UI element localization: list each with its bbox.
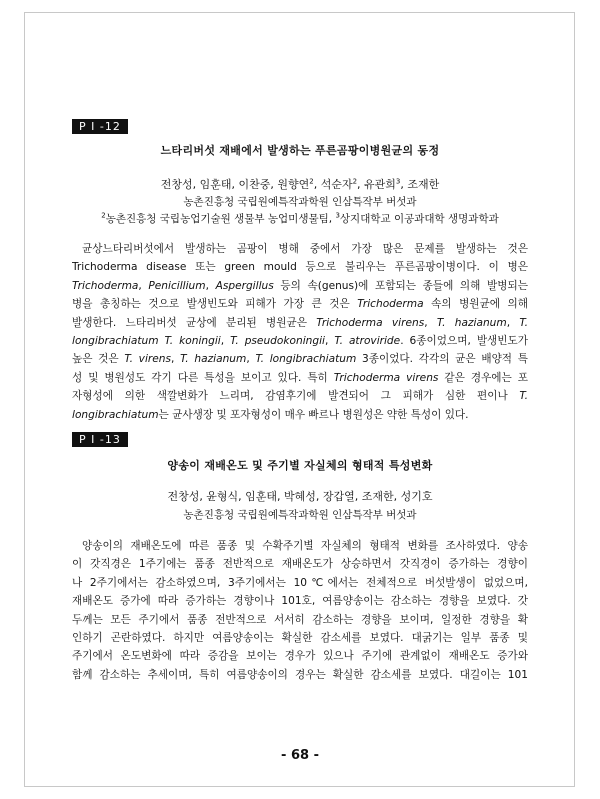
abstract-line: longibrachiatum는 균사생장 및 포자형성이 매우 빠르나 병원성은 약한 특성이 있다. [72, 408, 469, 421]
abstract-body-pi12 [72, 240, 528, 424]
abstract-line: Trichoderma, Penicillium, Aspergillus 등의 속(genus)에 포함되는 종들에 의해 발병되는 [72, 279, 528, 292]
abstract-line: 이 갓직경은 1주기에는 품종 전반적으로 재배온도가 상승하면서 갓직경이 증가하는 경향이 [72, 558, 528, 571]
abstract-tag-pi13: P I -13 [72, 432, 128, 447]
page-number: - 68 - [281, 748, 319, 763]
abstract-line: 발생한다. 느타리버섯 균상에 분리된 병원균은 Trichoderma virens, T. hazianum, T. [72, 316, 528, 329]
abstract-line: 두께는 모든 주기에서 품종 전반적으로 서서히 감소하는 경향을 보이며, 일정한 경향을 확 [72, 613, 528, 626]
abstract-line: 재배온도 증가에 따라 증가하는 경향이나 101호, 여름양송이는 감소하는 경향을 보였다. 갓 [72, 595, 528, 608]
abstract-line: 병을 총칭하는 것으로 발생빈도와 피해가 가장 큰 것은 Trichoderma 속의 병원균에 의해 [72, 298, 528, 311]
abstract-line: 자형성에 의한 색깔변화가 느리며, 감염후기에 발견되어 그 피해가 심한 편이나 T. [72, 390, 528, 403]
affiliation-pi13-1: 농촌진흥청 국립원예특작과학원 인삼특작부 버섯과 [183, 509, 417, 521]
abstract-line: 함께 감소하는 추세이며, 특히 여름양송이의 경우는 확실한 감소세를 보였다. 대길이는 101 [72, 668, 528, 681]
abstract-title-pi12: 느타리버섯 재배에서 발생하는 푸른곰팡이병원균의 동정 [160, 144, 440, 157]
abstract-line: longibrachiatum T. koningii, T. pseudokoningii, T. atroviride. 6종이었으며, 발생빈도가 [72, 335, 528, 348]
abstract-line: 주기에서 온도변화에 따라 증감을 보이는 경우가 있으나 주기에 관계없이 재배온도 증가와 [72, 650, 528, 663]
authors-pi12: 전창성, 임훈태, 이찬중, 원향연$^2$, 석순자$^2$, 유관희$^3$, 조재한 [160, 177, 440, 191]
abstract-line: 나 2주기에서는 감소하였으며, 3주기에서는 10℃에서는 전체적으로 버섯발생이 없었으며, [72, 576, 528, 589]
abstract-title-pi13: 양송이 재배온도 및 주기별 자실체의 형태적 특성변화 [167, 459, 433, 472]
abstract-line: Trichoderma disease 또는 green mould 등으로 불리우는 푸른곰팡이병이다. 이 병은 [72, 261, 528, 274]
abstract-line: 인하기 곤란하였다. 하지만 여름양송이는 확실한 감소세를 보였다. 대굵기는 일부 품종 및 [72, 632, 528, 645]
abstract-line: 성 및 병원성도 각기 다른 특성을 보이고 있다. 특히 Trichoderma virens 같은 경우에는 포 [72, 371, 528, 384]
abstract-line: 높은 것은 T. virens, T. hazianum, T. longibrachiatum 3종이었다. 각각의 균은 배양적 특 [72, 353, 528, 366]
affiliation-pi12-2: $^2$농촌진흥청 국립농업기술원 생물부 농업미생물팀, $^3$상지대학교 이공과대학 생명과학과 [101, 211, 499, 225]
abstract-body-pi13 [72, 537, 528, 684]
abstract-line: 양송이의 재배온도에 따른 품종 및 수확주기별 자실체의 형태적 변화를 조사하였다. 양송 [82, 540, 528, 552]
authors-pi13: 전창성, 윤형식, 임훈태, 박혜성, 장갑열, 조재한, 성기호 [167, 490, 433, 503]
affiliation-pi12-1: 농촌진흥청 국립원예특작과학원 인삼특작부 버섯과 [183, 196, 417, 208]
abstract-tag-pi12: P I -12 [72, 119, 128, 134]
abstract-line: 균상느타리버섯에서 발생하는 곰팡이 병해 중에서 가장 많은 문제를 발생하는 것은 [82, 243, 528, 255]
